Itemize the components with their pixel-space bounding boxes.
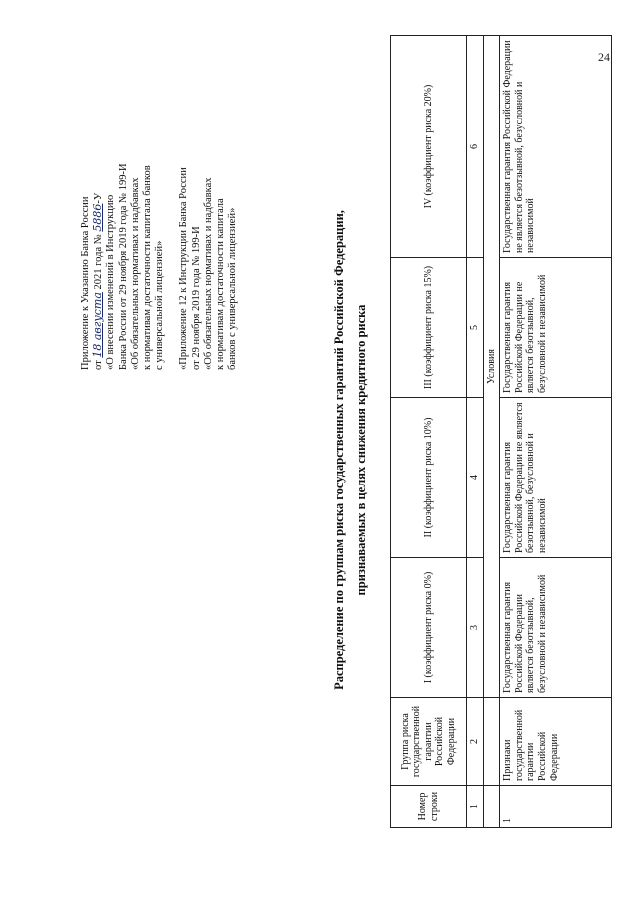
page-number: 24: [598, 50, 610, 64]
rotated-content: [10, 20, 630, 880]
header-group-4: IV (коэффициент риска 20%): [391, 36, 467, 258]
column-number: 6: [467, 36, 484, 258]
column-number: 2: [467, 698, 484, 786]
risk-groups-table: [390, 35, 612, 828]
row-number: 1: [500, 786, 612, 828]
header-group-2: II (коэффициент риска 10%): [391, 398, 467, 558]
annex-line: «Об обязательных нормативах и надбавках: [202, 177, 214, 370]
title-line-2: признаваемых в целях снижения кредитного риска: [354, 304, 368, 596]
annex-suffix: -У: [93, 192, 105, 204]
header-group-3: III (коэффициент риска 15%): [391, 258, 467, 398]
annex-line: «О внесении изменений в Инструкцию: [105, 194, 117, 370]
column-number: 1: [467, 786, 484, 828]
column-number: 3: [467, 558, 484, 698]
header-row-number: Номер строки: [391, 786, 467, 828]
annex-line: к нормативам достаточности капитала банков: [142, 165, 154, 370]
conditions-label: Условия: [483, 36, 500, 698]
column-number: 4: [467, 398, 484, 558]
row-condition-group-2: Государственная гарантия Российской Федерации не является безотзывной, безусловной и независимой: [500, 398, 612, 558]
annex-line: с универсальной лицензией»: [154, 240, 166, 370]
column-number-row: [467, 36, 484, 828]
annex-date-line: [92, 40, 105, 370]
document-title: [328, 150, 372, 750]
handwritten-number: 5886: [91, 203, 105, 232]
header-risk-group: Группа риска государственной гарантии Российской Федерации: [391, 698, 467, 786]
header-group-1: I (коэффициент риска 0%): [391, 558, 467, 698]
handwritten-date: 18 августа: [91, 292, 105, 358]
annex-line: «Об обязательных нормативах и надбавках: [129, 177, 141, 370]
annex-line: банков с универсальной лицензией»: [227, 207, 239, 370]
annex-line: «Приложение 12 к Инструкции Банка России: [178, 167, 190, 370]
annex-line: от 29 ноября 2019 года № 199-И: [190, 226, 202, 370]
conditions-row: [483, 36, 500, 828]
table-row: [500, 36, 612, 828]
row-condition-group-1: Государственная гарантия Российской Федерации является безотзывной, безусловной и независимой: [500, 558, 612, 698]
annex-year-number: 2021 года №: [93, 234, 105, 290]
empty-cell: [483, 698, 500, 786]
title-line-1: Распределение по группам риска государственных гарантий Российской Федерации,: [332, 210, 346, 690]
table-header-row: [391, 36, 467, 828]
annex-header: [80, 40, 239, 370]
annex-from: от: [93, 360, 105, 370]
column-number: 5: [467, 258, 484, 398]
annex-line: Банка России от 29 ноября 2019 года № 199-И: [117, 163, 129, 370]
annex-line: к нормативам достаточности капитала: [215, 198, 227, 370]
row-criterion: Признаки государственной гарантии Российской Федерации: [500, 698, 612, 786]
annex-line: Приложение к Указанию Банка России: [80, 196, 91, 370]
row-condition-group-4: Государственная гарантия Российской Федерации не является безотзывной, безусловной и независимой: [500, 36, 612, 258]
row-condition-group-3: Государственная гарантия Российской Федерации не является безотзывной, безусловной и независимой: [500, 258, 612, 398]
empty-cell: [483, 786, 500, 828]
